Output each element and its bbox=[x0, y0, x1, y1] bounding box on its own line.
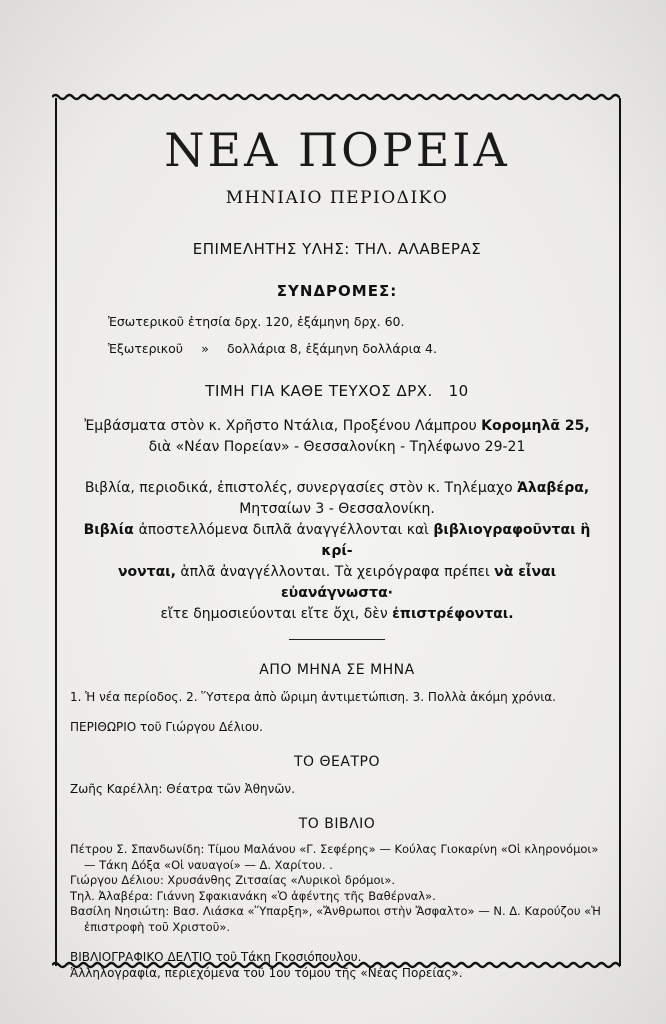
books-text: Βιβλία, περιοδικά, ἐπιστολές, συνεργασίες στὸν κ. Τηλέμαχο bbox=[84, 480, 518, 496]
domestic-label: Ἐσωτερικοῦ bbox=[108, 314, 184, 329]
books-line-5 bbox=[70, 604, 604, 625]
payments-line-2: διὰ «Νέαν Πορείαν» - Θεσσαλονίκη - Τηλέφωνο 29-21 bbox=[148, 439, 526, 455]
books-bold-3: νονται, bbox=[117, 564, 176, 580]
books-text-4: εἴτε δημοσιεύονται εἴτε ὄχι, δὲν bbox=[160, 606, 393, 622]
letters-line: Ἀλληλογραφία, περιεχόμενα τοῦ 1ου τόμου τῆς «Νέας Πορείας». bbox=[70, 966, 463, 980]
heading-book: ΤΟ ΒΙΒΛΙΟ bbox=[298, 816, 376, 832]
subscription-foreign bbox=[70, 341, 604, 356]
book-entry: Γιώργου Δέλιου: Χρυσάνθης Ζιτσαίας «Λυρικοὶ δρόμοι». bbox=[70, 873, 396, 887]
books-line-4 bbox=[70, 562, 604, 604]
payments-info bbox=[70, 416, 604, 458]
correspondence-info bbox=[70, 478, 604, 625]
subscriptions-heading: ΣΥΝΔΡΟΜΕΣ: bbox=[276, 282, 398, 300]
book-entry: Τηλ. Ἀλαβέρα: Γιάννη Σφακιανάκη «Ὁ ἀφέντης τῆς Βαθέρναλ». bbox=[70, 888, 436, 903]
books-bold-5: ἐπιστρέφονται. bbox=[392, 606, 514, 622]
foreign-label: Ἐξωτερικοῦ bbox=[108, 341, 184, 356]
page-content bbox=[70, 110, 604, 981]
payments-text: Ἐμβάσματα στὸν κ. Χρῆστο Ντάλια, Προξένου Λάμπρου bbox=[84, 418, 482, 434]
journal-title: ΝΕΑ ΠΟΡΕΙΑ bbox=[164, 123, 510, 177]
books-line-3 bbox=[70, 520, 604, 562]
book-entry: Πέτρου Σ. Σπανδωνίδη: Τίμου Μαλάνου «Γ. Σεφέρης» — Κούλας Γιοκαρίνη «Οἱ κληρονόμοι» — Τάκη Δόξα «Οἱ ναυαγοί» — Δ. Χαρίτου. . bbox=[70, 842, 599, 872]
issue-price: ΤΙΜΗ ΓΙΑ ΚΑΘΕ ΤΕΥΧΟΣ ΔΡΧ. 10 bbox=[205, 382, 469, 400]
editor-line: ΕΠΙΜΕΛΗΤΗΣ ΥΛΗΣ: ΤΗΛ. ΑΛΑΒΕΡΑΣ bbox=[192, 240, 482, 258]
month-contents: 1. Ἡ νέα περίοδος. 2. Ὕστερα ἀπὸ ὥριμη ἀντιμετώπιση. 3. Πολλὰ ἀκόμη χρόνια. bbox=[70, 690, 556, 704]
heading-theatre: ΤΟ ΘΕΑΤΡΟ bbox=[294, 754, 380, 770]
domestic-text: ἐτησία δρχ. 120, ἑξάμηνη δρχ. 60. bbox=[187, 314, 405, 329]
journal-subtitle: ΜΗΝΙΑΙΟ ΠΕΡΙΟΔΙΚΟ bbox=[225, 188, 449, 208]
bulletin-line: ΒΙΒΛΙΟΓΡΑΦΙΚΟ ΔΕΛΤΙΟ τοῦ Τάκη Γκοσιόπουλου. bbox=[70, 950, 362, 964]
foreign-text: δολλάρια 8, ἑξάμηνη δολλάρια 4. bbox=[227, 341, 437, 356]
theatre-contents: Ζωῆς Καρέλλη: Θέατρα τῶν Ἀθηνῶν. bbox=[70, 782, 295, 796]
payments-line-1 bbox=[70, 416, 604, 437]
margin-contents: ΠΕΡΙΘΩΡΙΟ τοῦ Γιώργου Δέλιου. bbox=[70, 720, 263, 734]
section-divider bbox=[289, 639, 385, 640]
payments-address: Κορομηλᾶ 25, bbox=[481, 418, 590, 434]
book-contents bbox=[70, 842, 604, 935]
books-bold-2: βιβλιογραφοῦνται ἢ κρί- bbox=[321, 522, 591, 559]
books-line-2: Μητσαίων 3 - Θεσσαλονίκη. bbox=[239, 501, 435, 517]
books-text-2: ἀποστελλόμενα διπλᾶ ἀναγγέλλονται καὶ bbox=[138, 522, 434, 538]
ditto-mark: » bbox=[201, 341, 209, 356]
book-entry: Βασίλη Νησιώτη: Βασ. Λιάσκα «Ὕπαρξη», «Ἄνθρωποι στὴν Ἄσφαλτο» — Ν. Δ. Καρούζου «Ἡ ἐπιστροφὴ τοῦ Χριστοῦ». bbox=[70, 904, 601, 934]
books-line-1 bbox=[70, 478, 604, 499]
books-bold-4: νὰ εἶναι εὐανάγνωστα· bbox=[280, 564, 557, 601]
books-word: Βιβλία bbox=[83, 522, 139, 538]
heading-month: ΑΠΟ ΜΗΝΑ ΣΕ ΜΗΝΑ bbox=[259, 662, 415, 678]
books-text-3: ἁπλᾶ ἀναγγέλλονται. Τὰ χειρόγραφα πρέπει bbox=[175, 564, 495, 580]
books-name: Ἀλαβέρα, bbox=[517, 480, 590, 496]
subscription-domestic bbox=[70, 314, 604, 329]
closing-contents bbox=[70, 949, 604, 981]
